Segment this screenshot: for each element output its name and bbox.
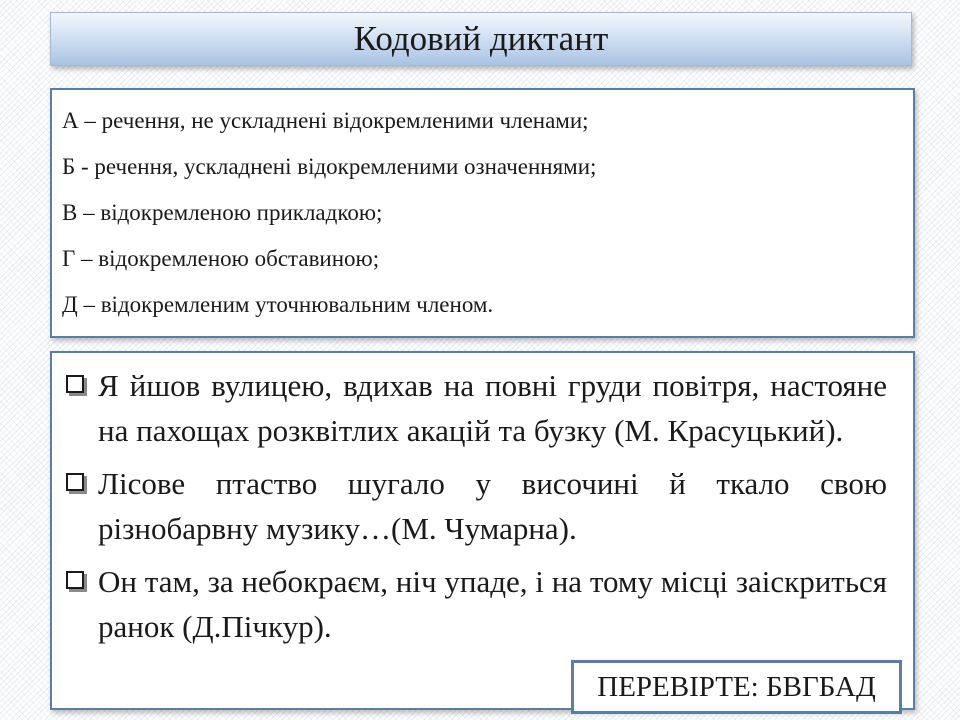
- checkbox-icon: [66, 571, 84, 589]
- legend-item-v: В – відокремленою прикладкою;: [62, 200, 383, 225]
- sentence-item: [62, 559, 887, 649]
- sentence-item: [62, 461, 887, 551]
- checkbox-icon: [66, 473, 84, 491]
- answer-text: ПЕРЕВІРТЕ: БВГБАД: [597, 670, 876, 703]
- sentences-list: [50, 351, 915, 710]
- legend-item-d: Д – відокремленим уточнювальним членом.: [62, 292, 494, 317]
- answer-key-legend: [50, 88, 915, 338]
- legend-item-a: А – речення, не ускладнені відокремленими членами;: [62, 108, 589, 133]
- legend-item-h: Г – відокремленою обставиною;: [62, 246, 380, 271]
- legend-item-b: Б - речення, ускладнені відокремленими означеннями;: [62, 154, 597, 179]
- sentence-text: Лісове птаство шугало у височині й ткало свою різнобарвну музику…(М. Чумарна).: [98, 466, 887, 546]
- checkbox-icon: [66, 375, 84, 393]
- sentence-item: [62, 363, 887, 453]
- answer-check-box: [571, 660, 902, 714]
- title-banner: [50, 12, 912, 66]
- page-title: Кодовий диктант: [353, 19, 609, 58]
- sentence-text: Я йшов вулицею, вдихав на повні груди повітря, настояне на пахощах розквітлих акацій та бузку (М. Красуцький).: [98, 368, 887, 448]
- sentence-text: Он там, за небокраєм, ніч упаде, і на тому місці заіскриться ранок (Д.Пічкур).: [98, 564, 887, 644]
